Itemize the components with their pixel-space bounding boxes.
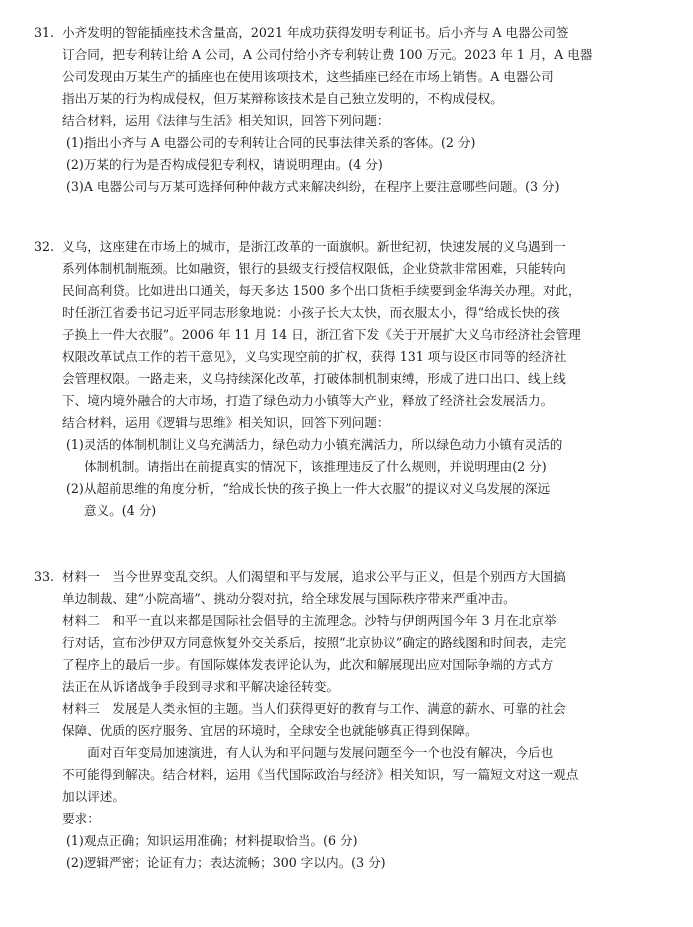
question-prompt: 结合材料，运用《逻辑与思维》相关知识，回答下列问题： [62,415,390,430]
material-line: 权限改革试点工作的若干意见》，义乌实现空前的扩权，获得 131 项与设区市同等的经济社 [62,349,567,364]
sub-question: (2)从超前思维的角度分析，“给成长快的孩子换上一件大衣服”的提议对义乌发展的深远 [66,481,551,496]
requirement-item: (1)观点正确；知识运用准确；材料提取恰当。(6 分) [66,833,358,848]
material-line: 材料三 发展是人类永恒的主题。当人们获得更好的教育与工作、满意的薪水、可靠的社会 [62,701,566,716]
material-line: 保障、优质的医疗服务、宜居的环境时，全球安全也就能够真正得到保障。 [62,723,478,738]
requirements-title: 要求： [62,811,100,826]
sub-question: (1)指出小齐与 A 电器公司的专利转让合同的民事法律关系的客体。(2 分) [66,135,476,150]
sub-question: (3)A 电器公司与万某可选择何种仲裁方式来解决纠纷，在程序上要注意哪些问题。(3 分) [66,179,560,194]
material-line: 订合同，把专利转让给 A 公司，A 公司付给小齐专利转让费 100 万元。2023 年 1 月，A 电器 [62,47,593,62]
question-number: 32. [34,239,55,254]
sub-question-continued: 体制机制。请指出在前提真实的情况下，该推理违反了什么规则，并说明理由(2 分) [84,459,547,474]
question-prompt: 结合材料，运用《法律与生活》相关知识，回答下列问题： [62,113,390,128]
material-line: 小齐发明的智能插座技术含量高，2021 年成功获得发明专利证书。后小齐与 A 电器公司签 [62,25,569,40]
material-line: 时任浙江省委书记习近平同志形象地说：小孩子长大太快，而衣服太小，得“给成长快的孩 [62,305,560,320]
material-line: 指出万某的行为构成侵权，但万某辩称该技术是自己独立发明的，不构成侵权。 [62,91,503,106]
task-line: 不可能得到解决。结合材料，运用《当代国际政治与经济》相关知识，写一篇短文对这一观点 [62,767,579,782]
material-line: 民间高利贷。比如进出口通关，每天多达 1500 多个出口货柜手续要到金华海关办理。对此， [62,283,581,298]
requirement-item: (2)逻辑严密；论证有力；表达流畅；300 字以内。(3 分) [66,855,386,870]
task-line: 面对百年变局加速演进，有人认为和平问题与发展问题至今一个也没有解决，今后也 [62,745,554,760]
material-line: 会管理权限。一路走来，义乌持续深化改革，打破体制机制束缚，形成了进口出口、线上线 [62,371,566,386]
material-line: 材料二 和平一直以来都是国际社会倡导的主流理念。沙特与伊朗两国今年 3 月在北京举 [62,613,557,628]
material-line: 单边制裁、建“小院高墙”、挑动分裂对抗，给全球发展与国际秩序带来严重冲击。 [62,591,516,606]
question-number: 31. [34,25,55,40]
material-line: 义乌，这座建在市场上的城市，是浙江改革的一面旗帜。新世纪初，快速发展的义乌遇到一 [62,239,566,254]
sub-question: (1)灵活的体制机制让义乌充满活力，绿色动力小镇充满活力，所以绿色动力小镇有灵活的 [66,437,563,452]
material-line: 子换上一件大衣服”。2006 年 11 月 14 日，浙江省下发《关于开展扩大义乌市经济社会管理 [62,327,581,342]
sub-question: (2)万某的行为是否构成侵犯专利权，请说明理由。(4 分) [66,157,383,172]
material-line: 材料一 当今世界变乱交织。人们渴望和平与发展，追求公平与正义，但是个别西方大国搞 [62,569,566,584]
sub-question-continued: 意义。(4 分) [84,503,157,518]
question-number: 33. [34,569,55,584]
material-line: 公司发现由万某生产的插座也在使用该项技术，这些插座已经在市场上销售。A 电器公司 [62,69,554,84]
material-line: 行对话，宣布沙伊双方同意恢复外交关系后，按照“北京协议”确定的路线图和时间表，走完 [62,635,567,650]
material-line: 法正在从诉诸战争手段到寻求和平解决途径转变。 [62,679,340,694]
material-line: 系列体制机制瓶颈。比如融资，银行的县级支行授信权限低，企业贷款非常困难，只能转向 [62,261,566,276]
task-line: 加以评述。 [62,789,125,804]
material-line: 下、境内境外融合的大市场，打造了绿色动力小镇等大产业，释放了经济社会发展活力。 [62,393,554,408]
material-line: 了程序上的最后一步。有国际媒体发表评论认为，此次和解展现出应对国际争端的方式方 [62,657,554,672]
